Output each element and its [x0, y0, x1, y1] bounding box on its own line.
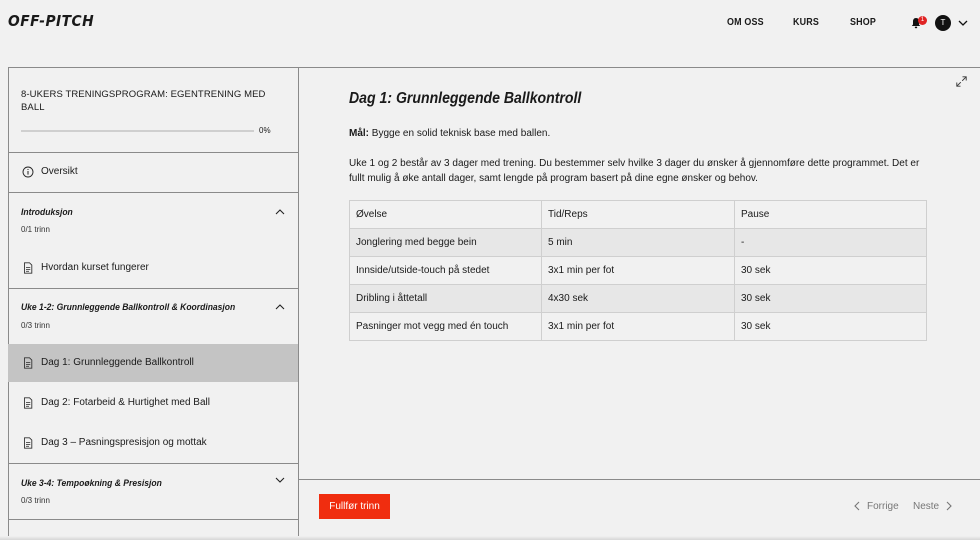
chevron-up-icon[interactable] [275, 208, 285, 216]
table-row [350, 313, 927, 341]
chevron-up-icon[interactable] [275, 303, 285, 311]
section-title-uke-1-2[interactable]: Uke 1-2: Grunnleggende Ballkontroll & Koordinasjon [21, 302, 236, 313]
section-progress: 0/3 trinn [21, 321, 50, 330]
sidebar-item-dag-3[interactable] [8, 424, 298, 462]
info-icon [22, 166, 34, 178]
chevron-down-icon[interactable] [275, 476, 285, 484]
document-icon [22, 437, 34, 449]
table-cell: 30 sek [735, 313, 927, 341]
bottom-edge [0, 536, 980, 540]
expand-icon[interactable] [956, 76, 967, 87]
document-icon [22, 357, 34, 369]
sidebar-item-hvordan-kurset-fungerer[interactable] [8, 249, 298, 287]
previous-link[interactable]: Forrige [867, 501, 899, 512]
divider [299, 479, 980, 480]
nav-kurs[interactable]: KURS [793, 16, 819, 28]
table-cell: Dribling i åttetall [350, 285, 542, 313]
goal-label: Mål: [349, 128, 369, 139]
progress-percent: 0% [259, 126, 271, 135]
avatar[interactable]: T [935, 15, 951, 31]
section-title-introduksjon[interactable]: Introduksjon [21, 207, 73, 218]
course-title: 8-UKERS TRENINGSPROGRAM: EGENTRENING MED BALL [21, 89, 266, 113]
site-logo[interactable]: OFF-PITCH [8, 12, 95, 30]
divider [8, 519, 299, 520]
section-title-uke-3-4[interactable]: Uke 3-4: Tempoøkning & Presisjon [21, 478, 162, 489]
table-cell: Jonglering med begge bein [350, 229, 542, 257]
sidebar-item-label: Oversikt [41, 166, 78, 177]
sidebar-item-dag-2[interactable] [8, 384, 298, 422]
table-header-row [350, 201, 927, 229]
progress-bar [21, 130, 254, 132]
table-row [350, 229, 927, 257]
goal-paragraph [349, 126, 929, 141]
site-header [0, 0, 980, 46]
goal-text: Bygge en solid teknisk base med ballen. [369, 128, 551, 139]
column-header: Tid/Reps [542, 201, 735, 229]
table-cell: 3x1 min per fot [542, 313, 735, 341]
divider [8, 192, 299, 193]
chevron-left-icon[interactable] [853, 501, 861, 511]
column-header: Pause [735, 201, 927, 229]
notification-badge: 1 [918, 16, 927, 25]
table-row [350, 257, 927, 285]
sidebar-item-dag-1[interactable] [8, 344, 298, 382]
page-title: Dag 1: Grunnleggende Ballkontroll [349, 90, 582, 107]
table-cell: 5 min [542, 229, 735, 257]
section-progress: 0/1 trinn [21, 225, 50, 234]
sidebar-item-overview[interactable] [8, 153, 298, 191]
section-progress: 0/3 trinn [21, 496, 50, 505]
chevron-right-icon[interactable] [945, 501, 953, 511]
table-cell: 4x30 sek [542, 285, 735, 313]
nav-shop[interactable]: SHOP [850, 16, 876, 28]
column-header: Øvelse [350, 201, 542, 229]
nav-om-oss[interactable]: OM OSS [727, 16, 764, 28]
sidebar-item-label: Dag 1: Grunnleggende Ballkontroll [41, 357, 194, 368]
table-row [350, 285, 927, 313]
table-cell: 30 sek [735, 285, 927, 313]
table-cell: Pasninger mot vegg med én touch [350, 313, 542, 341]
divider [8, 463, 299, 464]
exercise-table [349, 200, 927, 341]
table-cell: 3x1 min per fot [542, 257, 735, 285]
table-cell: - [735, 229, 927, 257]
table-cell: Innside/utside-touch på stedet [350, 257, 542, 285]
sidebar-item-label: Dag 2: Fotarbeid & Hurtighet med Ball [41, 397, 210, 408]
sidebar-item-label: Hvordan kurset fungerer [41, 262, 149, 273]
divider [8, 288, 299, 289]
complete-step-button[interactable]: Fullfør trinn [319, 494, 390, 519]
document-icon [22, 397, 34, 409]
next-link[interactable]: Neste [913, 501, 940, 512]
table-cell: 30 sek [735, 257, 927, 285]
sidebar-item-label: Dag 3 – Pasningspresisjon og mottak [41, 437, 207, 448]
document-icon [22, 262, 34, 274]
chevron-down-icon[interactable] [958, 19, 968, 27]
description-paragraph: Uke 1 og 2 består av 3 dager med trening. Du bestemmer selv hvilke 3 dager du ønsker å gjennomføre dette programmet. Det er fullt mulig å øke antall dager, samt lengde på program basert på dine egne ønsker og behov. [349, 158, 920, 184]
